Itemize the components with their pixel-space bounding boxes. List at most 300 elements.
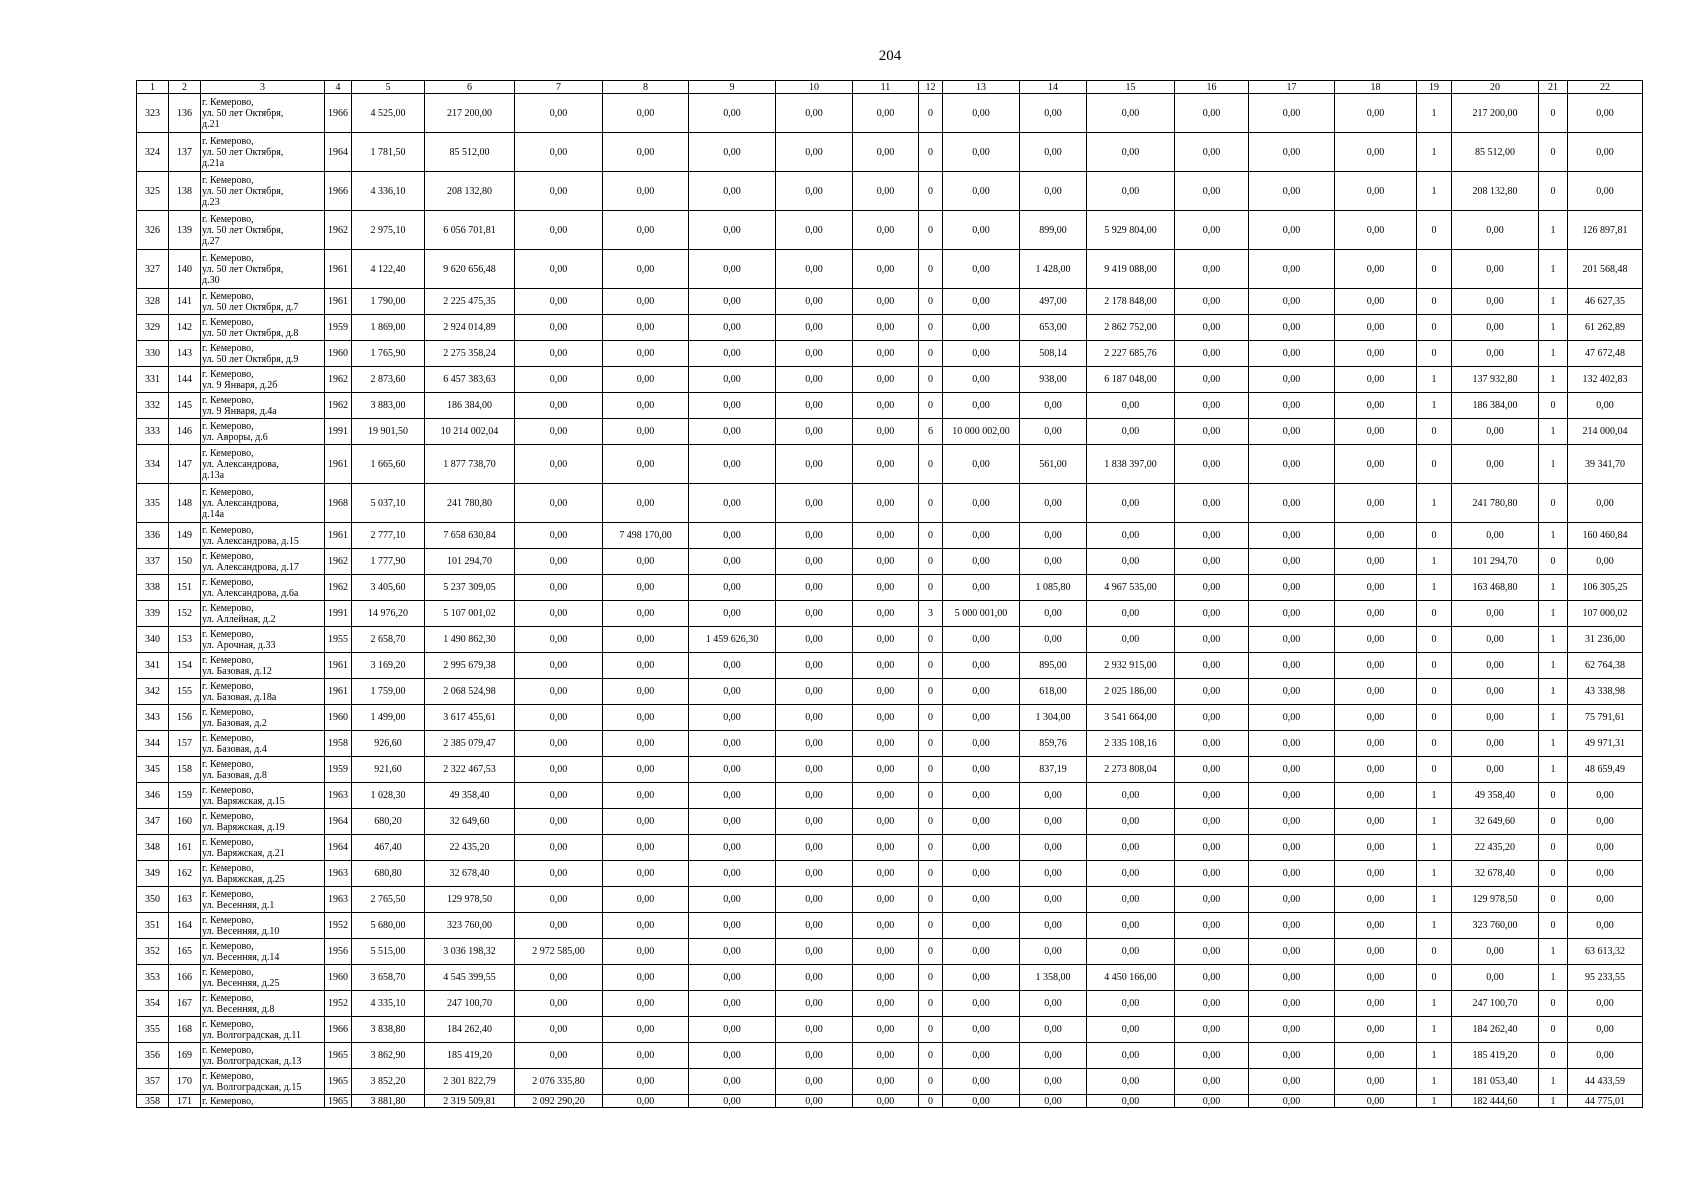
value-c18: 0,00 — [1335, 289, 1417, 315]
total-cost: 241 780,80 — [425, 484, 515, 523]
value-c22: 126 897,81 — [1568, 211, 1643, 250]
value-c16: 0,00 — [1175, 861, 1249, 887]
value-c11: 0,00 — [853, 1069, 919, 1095]
address-line: г. Кемерово, — [202, 316, 254, 328]
value-c22: 0,00 — [1568, 1017, 1643, 1043]
value-c8: 0,00 — [603, 1069, 689, 1095]
value-c15: 2 932 915,00 — [1087, 653, 1175, 679]
value-c7: 0,00 — [515, 1043, 603, 1069]
value-c11: 0,00 — [853, 913, 919, 939]
value-c18: 0,00 — [1335, 575, 1417, 601]
value-c9: 1 459 626,30 — [689, 627, 776, 653]
area-value: 4 335,10 — [352, 991, 425, 1017]
area-value: 3 881,80 — [352, 1095, 425, 1108]
value-c10: 0,00 — [776, 445, 853, 484]
build-year: 1958 — [325, 731, 352, 757]
value-c10: 0,00 — [776, 367, 853, 393]
area-value: 3 658,70 — [352, 965, 425, 991]
address-line: г. Кемерово, — [202, 784, 254, 796]
value-c8: 0,00 — [603, 1095, 689, 1108]
value-c7: 0,00 — [515, 94, 603, 133]
object-number: 147 — [169, 445, 201, 484]
value-c18: 0,00 — [1335, 367, 1417, 393]
value-c21: 0 — [1539, 991, 1568, 1017]
value-c13: 0,00 — [943, 289, 1020, 315]
value-c11: 0,00 — [853, 965, 919, 991]
table-row — [137, 133, 1643, 172]
address-line: г. Кемерово, — [202, 628, 254, 640]
value-c22: 63 613,32 — [1568, 939, 1643, 965]
address-line: ул. Варяжская, д.19 — [202, 821, 285, 833]
table-row — [137, 913, 1643, 939]
value-c19: 1 — [1417, 133, 1452, 172]
table-row — [137, 445, 1643, 484]
value-c9: 0,00 — [689, 653, 776, 679]
build-year: 1963 — [325, 861, 352, 887]
value-c9: 0,00 — [689, 341, 776, 367]
value-c14: 1 358,00 — [1020, 965, 1087, 991]
value-c20: 137 932,80 — [1452, 367, 1539, 393]
value-c19: 0 — [1417, 250, 1452, 289]
address-line: ул. Базовая, д.8 — [202, 769, 267, 781]
value-c19: 0 — [1417, 653, 1452, 679]
value-c19: 0 — [1417, 705, 1452, 731]
address-cell — [201, 1017, 325, 1043]
value-c15: 0,00 — [1087, 913, 1175, 939]
value-c17: 0,00 — [1249, 1069, 1335, 1095]
area-value: 4 336,10 — [352, 172, 425, 211]
value-c19: 0 — [1417, 289, 1452, 315]
value-c19: 1 — [1417, 809, 1452, 835]
value-c7: 0,00 — [515, 549, 603, 575]
value-c12: 0 — [919, 484, 943, 523]
address-cell — [201, 133, 325, 172]
object-number: 150 — [169, 549, 201, 575]
value-c16: 0,00 — [1175, 783, 1249, 809]
total-cost: 3 617 455,61 — [425, 705, 515, 731]
value-c22: 95 233,55 — [1568, 965, 1643, 991]
value-c22: 61 262,89 — [1568, 315, 1643, 341]
value-c9: 0,00 — [689, 783, 776, 809]
value-c9: 0,00 — [689, 913, 776, 939]
value-c7: 0,00 — [515, 367, 603, 393]
value-c13: 0,00 — [943, 341, 1020, 367]
value-c22: 31 236,00 — [1568, 627, 1643, 653]
value-c7: 0,00 — [515, 172, 603, 211]
value-c16: 0,00 — [1175, 1095, 1249, 1108]
value-c21: 1 — [1539, 705, 1568, 731]
address-line: ул. Александрова, д.17 — [202, 561, 299, 573]
total-cost: 323 760,00 — [425, 913, 515, 939]
address-cell — [201, 679, 325, 705]
total-cost: 2 301 822,79 — [425, 1069, 515, 1095]
value-c13: 0,00 — [943, 367, 1020, 393]
value-c18: 0,00 — [1335, 861, 1417, 887]
address-cell — [201, 965, 325, 991]
value-c20: 0,00 — [1452, 211, 1539, 250]
value-c20: 0,00 — [1452, 419, 1539, 445]
address-line: г. Кемерово, — [202, 732, 254, 744]
build-year: 1952 — [325, 991, 352, 1017]
value-c20: 0,00 — [1452, 679, 1539, 705]
area-value: 4 122,40 — [352, 250, 425, 289]
value-c15: 0,00 — [1087, 1043, 1175, 1069]
value-c13: 0,00 — [943, 965, 1020, 991]
value-c19: 0 — [1417, 731, 1452, 757]
value-c18: 0,00 — [1335, 627, 1417, 653]
value-c9: 0,00 — [689, 835, 776, 861]
value-c19: 1 — [1417, 861, 1452, 887]
address-line: г. Кемерово, — [202, 810, 254, 822]
column-number: 22 — [1568, 81, 1643, 94]
value-c20: 0,00 — [1452, 289, 1539, 315]
build-year: 1966 — [325, 94, 352, 133]
value-c10: 0,00 — [776, 861, 853, 887]
value-c14: 0,00 — [1020, 523, 1087, 549]
value-c15: 0,00 — [1087, 887, 1175, 913]
value-c7: 0,00 — [515, 523, 603, 549]
object-number: 142 — [169, 315, 201, 341]
address-line: г. Кемерово, — [202, 602, 254, 614]
address-cell — [201, 1069, 325, 1095]
value-c10: 0,00 — [776, 783, 853, 809]
value-c15: 0,00 — [1087, 172, 1175, 211]
table-row — [137, 601, 1643, 627]
value-c17: 0,00 — [1249, 835, 1335, 861]
object-number: 155 — [169, 679, 201, 705]
value-c17: 0,00 — [1249, 653, 1335, 679]
build-year: 1961 — [325, 445, 352, 484]
object-number: 140 — [169, 250, 201, 289]
value-c22: 75 791,61 — [1568, 705, 1643, 731]
total-cost: 2 924 014,89 — [425, 315, 515, 341]
area-value: 4 525,00 — [352, 94, 425, 133]
value-c13: 0,00 — [943, 913, 1020, 939]
value-c10: 0,00 — [776, 991, 853, 1017]
value-c7: 0,00 — [515, 484, 603, 523]
value-c11: 0,00 — [853, 393, 919, 419]
row-number: 350 — [137, 887, 169, 913]
address-line: г. Кемерово, — [202, 654, 254, 666]
value-c12: 0 — [919, 939, 943, 965]
value-c7: 2 076 335,80 — [515, 1069, 603, 1095]
address-line: ул. 50 лет Октября, д.8 — [202, 327, 299, 339]
value-c22: 47 672,48 — [1568, 341, 1643, 367]
object-number: 143 — [169, 341, 201, 367]
total-cost: 208 132,80 — [425, 172, 515, 211]
value-c13: 0,00 — [943, 991, 1020, 1017]
value-c11: 0,00 — [853, 653, 919, 679]
column-number: 12 — [919, 81, 943, 94]
value-c14: 1 428,00 — [1020, 250, 1087, 289]
value-c10: 0,00 — [776, 315, 853, 341]
value-c8: 0,00 — [603, 94, 689, 133]
value-c19: 1 — [1417, 1095, 1452, 1108]
total-cost: 2 385 079,47 — [425, 731, 515, 757]
value-c13: 0,00 — [943, 315, 1020, 341]
value-c20: 208 132,80 — [1452, 172, 1539, 211]
value-c9: 0,00 — [689, 172, 776, 211]
value-c16: 0,00 — [1175, 250, 1249, 289]
value-c19: 1 — [1417, 991, 1452, 1017]
value-c7: 0,00 — [515, 965, 603, 991]
value-c12: 0 — [919, 1017, 943, 1043]
table-body — [137, 81, 1643, 1108]
total-cost: 6 457 383,63 — [425, 367, 515, 393]
value-c13: 0,00 — [943, 757, 1020, 783]
address-cell — [201, 445, 325, 484]
column-number: 2 — [169, 81, 201, 94]
value-c20: 32 649,60 — [1452, 809, 1539, 835]
value-c12: 0 — [919, 783, 943, 809]
value-c7: 2 092 290,20 — [515, 1095, 603, 1108]
value-c18: 0,00 — [1335, 94, 1417, 133]
build-year: 1961 — [325, 250, 352, 289]
value-c18: 0,00 — [1335, 1017, 1417, 1043]
value-c7: 0,00 — [515, 419, 603, 445]
value-c16: 0,00 — [1175, 484, 1249, 523]
value-c21: 0 — [1539, 913, 1568, 939]
value-c21: 1 — [1539, 445, 1568, 484]
value-c22: 201 568,48 — [1568, 250, 1643, 289]
value-c14: 0,00 — [1020, 601, 1087, 627]
address-line: г. Кемерово, — [202, 966, 254, 978]
value-c20: 0,00 — [1452, 705, 1539, 731]
table-row — [137, 679, 1643, 705]
value-c8: 0,00 — [603, 549, 689, 575]
area-value: 467,40 — [352, 835, 425, 861]
address-cell — [201, 1095, 325, 1108]
column-number: 8 — [603, 81, 689, 94]
address-line: г. Кемерово, — [202, 174, 254, 186]
column-number: 3 — [201, 81, 325, 94]
value-c10: 0,00 — [776, 965, 853, 991]
value-c15: 3 541 664,00 — [1087, 705, 1175, 731]
address-line: ул. 50 лет Октября, — [202, 146, 284, 158]
area-value: 1 777,90 — [352, 549, 425, 575]
total-cost: 3 036 198,32 — [425, 939, 515, 965]
value-c16: 0,00 — [1175, 731, 1249, 757]
value-c9: 0,00 — [689, 1043, 776, 1069]
value-c15: 0,00 — [1087, 1095, 1175, 1108]
value-c16: 0,00 — [1175, 1069, 1249, 1095]
total-cost: 2 275 358,24 — [425, 341, 515, 367]
address-line: д.13а — [202, 469, 225, 481]
value-c17: 0,00 — [1249, 341, 1335, 367]
table-row — [137, 1043, 1643, 1069]
value-c13: 0,00 — [943, 575, 1020, 601]
value-c15: 2 862 752,00 — [1087, 315, 1175, 341]
area-value: 3 169,20 — [352, 653, 425, 679]
address-cell — [201, 94, 325, 133]
value-c21: 1 — [1539, 1095, 1568, 1108]
value-c8: 0,00 — [603, 783, 689, 809]
area-value: 1 665,60 — [352, 445, 425, 484]
value-c22: 62 764,38 — [1568, 653, 1643, 679]
address-line: ул. Александрова, — [202, 497, 279, 509]
total-cost: 5 237 309,05 — [425, 575, 515, 601]
object-number: 156 — [169, 705, 201, 731]
row-number: 323 — [137, 94, 169, 133]
value-c19: 0 — [1417, 679, 1452, 705]
value-c15: 0,00 — [1087, 939, 1175, 965]
object-number: 145 — [169, 393, 201, 419]
value-c12: 0 — [919, 913, 943, 939]
value-c10: 0,00 — [776, 939, 853, 965]
value-c14: 0,00 — [1020, 419, 1087, 445]
column-number: 19 — [1417, 81, 1452, 94]
value-c21: 0 — [1539, 133, 1568, 172]
value-c13: 0,00 — [943, 1095, 1020, 1108]
address-line: ул. 50 лет Октября, д.7 — [202, 301, 299, 313]
total-cost: 10 214 002,04 — [425, 419, 515, 445]
value-c20: 0,00 — [1452, 445, 1539, 484]
row-number: 347 — [137, 809, 169, 835]
value-c10: 0,00 — [776, 484, 853, 523]
value-c8: 0,00 — [603, 705, 689, 731]
value-c12: 0 — [919, 94, 943, 133]
object-number: 146 — [169, 419, 201, 445]
row-number: 348 — [137, 835, 169, 861]
address-cell — [201, 887, 325, 913]
table-row — [137, 172, 1643, 211]
object-number: 158 — [169, 757, 201, 783]
value-c13: 0,00 — [943, 809, 1020, 835]
value-c11: 0,00 — [853, 133, 919, 172]
build-year: 1960 — [325, 705, 352, 731]
value-c15: 0,00 — [1087, 835, 1175, 861]
value-c18: 0,00 — [1335, 250, 1417, 289]
value-c22: 44 775,01 — [1568, 1095, 1643, 1108]
value-c18: 0,00 — [1335, 523, 1417, 549]
value-c21: 1 — [1539, 627, 1568, 653]
row-number: 346 — [137, 783, 169, 809]
value-c17: 0,00 — [1249, 601, 1335, 627]
value-c19: 1 — [1417, 575, 1452, 601]
address-cell — [201, 913, 325, 939]
value-c18: 0,00 — [1335, 445, 1417, 484]
value-c14: 0,00 — [1020, 172, 1087, 211]
column-number: 17 — [1249, 81, 1335, 94]
value-c17: 0,00 — [1249, 679, 1335, 705]
value-c9: 0,00 — [689, 991, 776, 1017]
address-cell — [201, 211, 325, 250]
column-number: 11 — [853, 81, 919, 94]
value-c11: 0,00 — [853, 211, 919, 250]
table-row — [137, 965, 1643, 991]
address-cell — [201, 575, 325, 601]
value-c8: 0,00 — [603, 172, 689, 211]
value-c7: 0,00 — [515, 835, 603, 861]
value-c17: 0,00 — [1249, 367, 1335, 393]
address-line: ул. 50 лет Октября, д.9 — [202, 353, 299, 365]
row-number: 357 — [137, 1069, 169, 1095]
area-value: 1 781,50 — [352, 133, 425, 172]
value-c10: 0,00 — [776, 341, 853, 367]
value-c21: 1 — [1539, 250, 1568, 289]
value-c16: 0,00 — [1175, 341, 1249, 367]
value-c17: 0,00 — [1249, 172, 1335, 211]
value-c21: 1 — [1539, 523, 1568, 549]
value-c17: 0,00 — [1249, 393, 1335, 419]
value-c9: 0,00 — [689, 861, 776, 887]
total-cost: 4 545 399,55 — [425, 965, 515, 991]
object-number: 163 — [169, 887, 201, 913]
value-c14: 0,00 — [1020, 1069, 1087, 1095]
value-c10: 0,00 — [776, 913, 853, 939]
total-cost: 184 262,40 — [425, 1017, 515, 1043]
value-c11: 0,00 — [853, 94, 919, 133]
value-c7: 0,00 — [515, 211, 603, 250]
column-number: 10 — [776, 81, 853, 94]
value-c13: 0,00 — [943, 1017, 1020, 1043]
value-c10: 0,00 — [776, 250, 853, 289]
value-c20: 247 100,70 — [1452, 991, 1539, 1017]
value-c22: 0,00 — [1568, 835, 1643, 861]
value-c19: 1 — [1417, 1017, 1452, 1043]
row-number: 330 — [137, 341, 169, 367]
value-c9: 0,00 — [689, 601, 776, 627]
value-c17: 0,00 — [1249, 705, 1335, 731]
value-c16: 0,00 — [1175, 939, 1249, 965]
value-c21: 1 — [1539, 211, 1568, 250]
value-c17: 0,00 — [1249, 484, 1335, 523]
value-c7: 0,00 — [515, 757, 603, 783]
value-c9: 0,00 — [689, 393, 776, 419]
value-c9: 0,00 — [689, 211, 776, 250]
address-cell — [201, 939, 325, 965]
object-number: 136 — [169, 94, 201, 133]
value-c22: 0,00 — [1568, 484, 1643, 523]
build-year: 1959 — [325, 757, 352, 783]
value-c16: 0,00 — [1175, 679, 1249, 705]
value-c19: 0 — [1417, 601, 1452, 627]
value-c16: 0,00 — [1175, 1017, 1249, 1043]
value-c7: 0,00 — [515, 679, 603, 705]
value-c11: 0,00 — [853, 289, 919, 315]
value-c12: 0 — [919, 809, 943, 835]
value-c20: 32 678,40 — [1452, 861, 1539, 887]
value-c22: 0,00 — [1568, 172, 1643, 211]
table-row — [137, 315, 1643, 341]
total-cost: 217 200,00 — [425, 94, 515, 133]
value-c19: 1 — [1417, 549, 1452, 575]
value-c21: 0 — [1539, 809, 1568, 835]
address-cell — [201, 783, 325, 809]
value-c20: 0,00 — [1452, 653, 1539, 679]
address-line: г. Кемерово, — [202, 486, 254, 498]
value-c22: 0,00 — [1568, 861, 1643, 887]
value-c15: 0,00 — [1087, 549, 1175, 575]
value-c8: 0,00 — [603, 939, 689, 965]
address-line: г. Кемерово, — [202, 680, 254, 692]
value-c17: 0,00 — [1249, 1043, 1335, 1069]
address-line: г. Кемерово, — [202, 1070, 254, 1082]
value-c18: 0,00 — [1335, 913, 1417, 939]
value-c14: 0,00 — [1020, 393, 1087, 419]
area-value: 5 680,00 — [352, 913, 425, 939]
value-c12: 0 — [919, 653, 943, 679]
build-year: 1965 — [325, 1043, 352, 1069]
row-number: 324 — [137, 133, 169, 172]
area-value: 5 037,10 — [352, 484, 425, 523]
value-c11: 0,00 — [853, 887, 919, 913]
table-row — [137, 991, 1643, 1017]
area-value: 1 759,00 — [352, 679, 425, 705]
build-year: 1955 — [325, 627, 352, 653]
value-c11: 0,00 — [853, 679, 919, 705]
value-c18: 0,00 — [1335, 133, 1417, 172]
